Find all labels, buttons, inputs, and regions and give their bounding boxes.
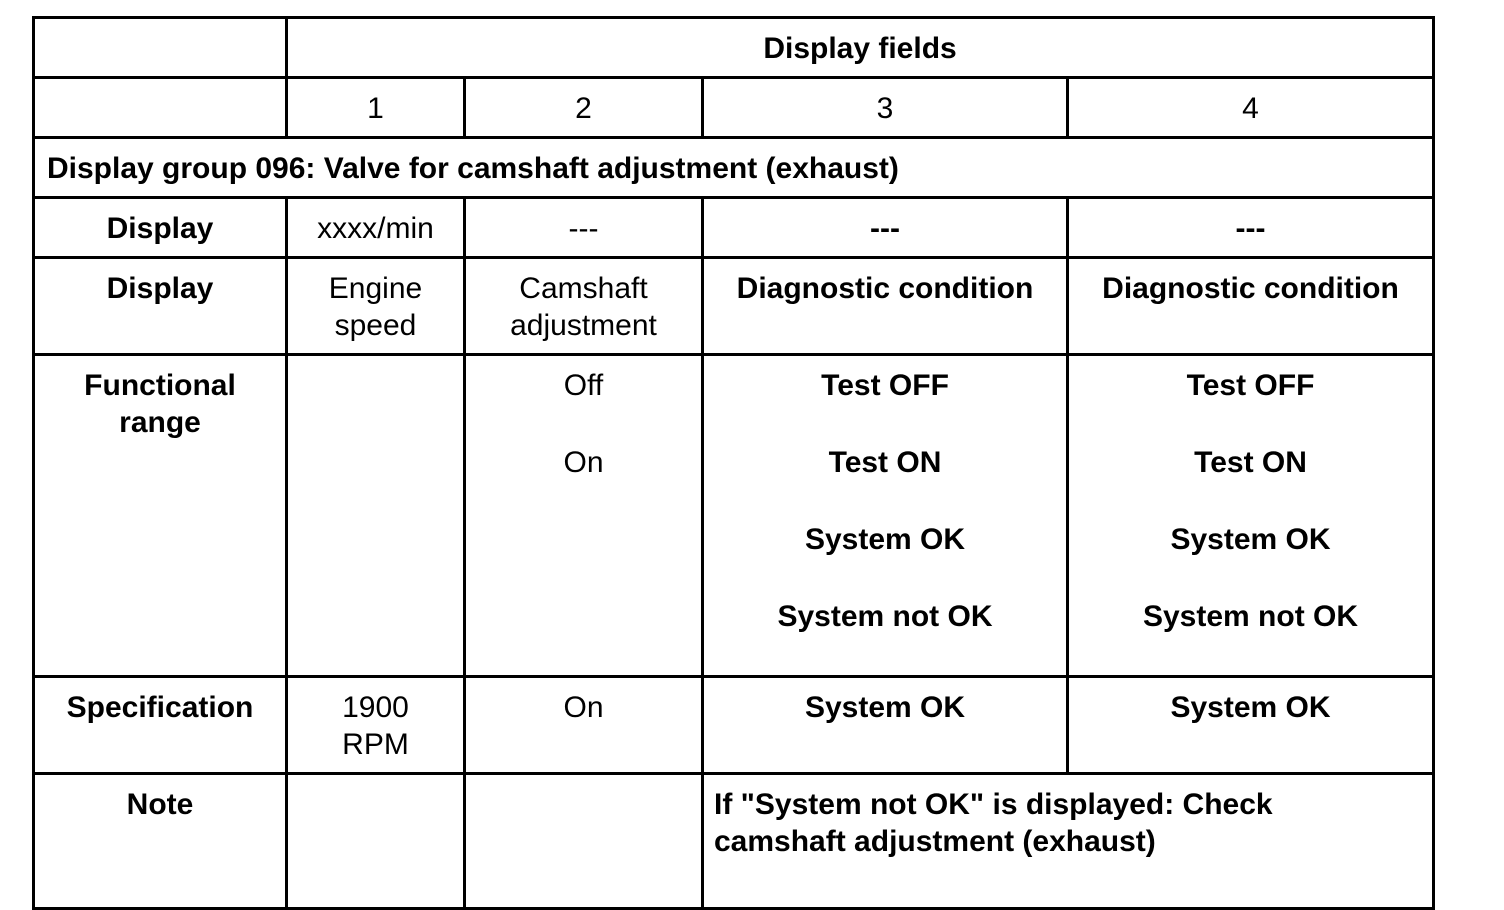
functional-range-3 xyxy=(703,355,1068,677)
note-text-line: camshaft adjustment (exhaust) xyxy=(714,825,1156,858)
functional-range-2 xyxy=(465,355,703,677)
range-value: System not OK xyxy=(777,600,993,633)
empty-corner-cell xyxy=(34,18,287,78)
note-text xyxy=(703,774,1434,909)
display-name-1-line: speed xyxy=(334,309,417,342)
specification-3: System OK xyxy=(703,677,1068,774)
display-name-3: Diagnostic condition xyxy=(703,258,1068,355)
range-value: Test OFF xyxy=(1186,369,1315,402)
row-label-functional-range xyxy=(34,355,287,677)
range-value: Test OFF xyxy=(821,369,949,402)
display-fields-header: Display fields xyxy=(287,18,1434,78)
display-unit-1: xxxx/min xyxy=(287,198,465,258)
functional-range-1 xyxy=(287,355,465,677)
group-title-row xyxy=(34,138,1434,198)
empty-corner-cell xyxy=(34,78,287,138)
display-names-row xyxy=(34,258,1434,355)
row-label-display: Display xyxy=(34,258,287,355)
field-number-2: 2 xyxy=(465,78,703,138)
specification-2: On xyxy=(465,677,703,774)
note-2 xyxy=(465,774,703,909)
field-number-1: 1 xyxy=(287,78,465,138)
display-name-1 xyxy=(287,258,465,355)
display-name-2 xyxy=(465,258,703,355)
row-label-display: Display xyxy=(34,198,287,258)
functional-range-label-line: range xyxy=(119,406,201,439)
range-value: Off xyxy=(563,369,604,402)
range-value: System OK xyxy=(1170,523,1331,556)
range-value: On xyxy=(563,446,604,479)
note-text-line: If "System not OK" is displayed: Check xyxy=(714,788,1273,821)
row-label-specification: Specification xyxy=(34,677,287,774)
display-units-row xyxy=(34,198,1434,258)
range-value: System not OK xyxy=(1142,600,1359,633)
display-unit-2: --- xyxy=(465,198,703,258)
specification-4: System OK xyxy=(1068,677,1434,774)
note-1 xyxy=(287,774,465,909)
display-group-title: Display group 096: Valve for camshaft adjustment (exhaust) xyxy=(34,138,1434,198)
display-name-2-line: Camshaft xyxy=(519,272,648,305)
field-number-4: 4 xyxy=(1068,78,1434,138)
display-unit-4: --- xyxy=(1068,198,1434,258)
display-name-4: Diagnostic condition xyxy=(1068,258,1434,355)
display-name-2-line: adjustment xyxy=(510,309,657,342)
field-number-3: 3 xyxy=(703,78,1068,138)
display-unit-3: --- xyxy=(703,198,1068,258)
functional-range-row xyxy=(34,355,1434,677)
table-header-row xyxy=(34,18,1434,78)
field-number-row xyxy=(34,78,1434,138)
specification-1-line: 1900 xyxy=(342,691,409,724)
specification-1-line: RPM xyxy=(342,728,409,761)
functional-range-4 xyxy=(1068,355,1434,677)
specification-row xyxy=(34,677,1434,774)
display-group-table xyxy=(32,16,1435,910)
display-name-1-line: Engine xyxy=(328,272,423,305)
range-value: Test ON xyxy=(828,446,942,479)
specification-1 xyxy=(287,677,465,774)
range-value: System OK xyxy=(804,523,966,556)
functional-range-label-line: Functional xyxy=(84,369,236,402)
range-value: Test ON xyxy=(1194,446,1307,479)
note-row xyxy=(34,774,1434,909)
row-label-note: Note xyxy=(34,774,287,909)
